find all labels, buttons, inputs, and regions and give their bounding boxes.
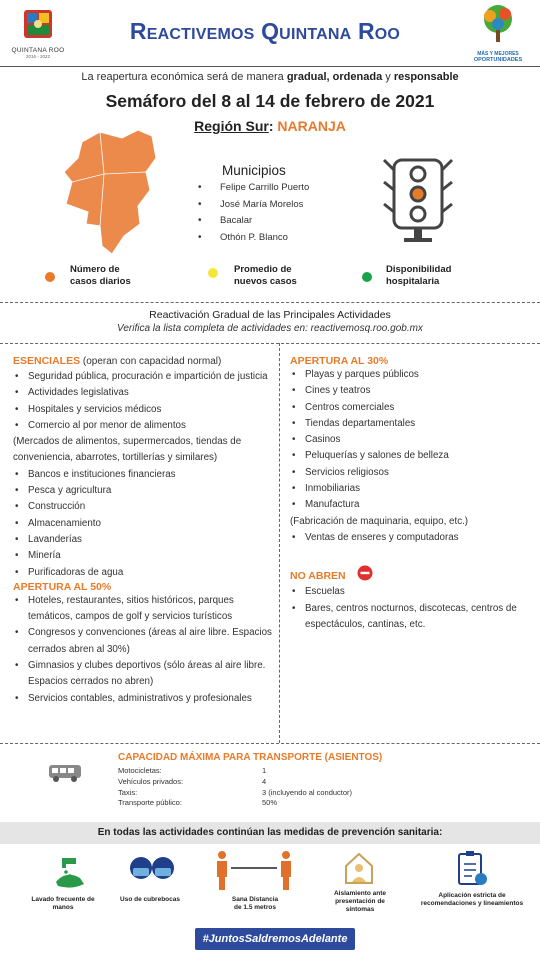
state-shield-icon [21, 8, 55, 42]
list-item: • Lavanderías [13, 532, 275, 548]
region-colon: : [268, 118, 278, 134]
indicator-hospital-line2: hospitalaria [386, 276, 440, 287]
indicator-average [234, 264, 297, 288]
capacidad-label: Motocicletas: [118, 766, 162, 775]
handwash-icon [52, 852, 88, 890]
semaforo-heading: Semáforo del 8 al 14 de febrero de 2021 [105, 91, 435, 111]
list-item: • Comercio al por menor de alimentos [13, 418, 275, 434]
list-item: • Hoteles, restaurantes, sitios históricos, parques temáticos, campos de golf y servicios turísticos [13, 593, 275, 626]
prevencion-label-line: Sana Distancia [231, 896, 279, 903]
municipio-item: • Bacalar [198, 213, 358, 230]
region-label: Región Sur [194, 118, 269, 134]
distance-icon [214, 850, 294, 892]
apertura30-title: APERTURA AL 30% [290, 355, 389, 367]
column-divider [279, 343, 280, 743]
capacidad-label: Taxis: [118, 788, 138, 797]
reactivacion-subtitle: Verifica la lista completa de actividades en: reactivemosq.roo.gob.mx [117, 323, 423, 334]
list-item: • Construcción [13, 499, 275, 515]
capacidad-value: 3 (incluyendo al conductor) [262, 788, 353, 797]
list-item: • Pesca y agricultura [13, 483, 275, 499]
list-item: • Almacenamiento [13, 516, 275, 532]
apertura30-note: (Fabricación de maquinaria, equipo, etc.) [290, 515, 469, 527]
page-title: Reactivemos Quintana Roo [129, 18, 401, 44]
list-item: • Peluquerías y salones de belleza [290, 448, 535, 464]
capacidad-value: 50% [262, 798, 278, 807]
list-item: • Playas y parques públicos [290, 367, 535, 383]
list-item: • Seguridad pública, procuración e impartición de justicia [13, 369, 275, 385]
capacidad-label: Vehículos privados: [118, 777, 184, 786]
intro-mid: y [382, 71, 394, 83]
reactivacion-title: Reactivación Gradual de las Principales Actividades [149, 309, 391, 321]
oportunidades-logo [462, 4, 534, 66]
prevencion-label-handwash [18, 896, 108, 912]
municipio-item: • Felipe Carrillo Puerto [198, 180, 358, 197]
list-item: • Bancos e instituciones financieras [13, 467, 275, 483]
capacidad-value: 4 [262, 777, 267, 786]
left-column [13, 351, 275, 707]
checklist-icon [456, 850, 488, 888]
list-item: • Centros comerciales [290, 400, 535, 416]
indicator-cases-line2: casos diarios [70, 276, 131, 287]
municipio-item: • José María Morelos [198, 197, 358, 214]
prevencion-label-distance [210, 896, 300, 912]
intro-prefix: La reapertura económica será de manera [81, 71, 287, 83]
esenciales-list-a [13, 369, 275, 434]
apertura50-list [13, 593, 275, 707]
prevencion-title: En todas las actividades continúan las medidas de prevención sanitaria: [0, 822, 540, 844]
capacidad-value: 1 [262, 766, 267, 775]
prevencion-label-line: recomendaciones y lineamientos [420, 900, 524, 907]
indicator-hospital [386, 264, 451, 288]
indicator-cases [70, 264, 131, 288]
list-item: • Manufactura [290, 497, 535, 513]
intro-text [0, 71, 540, 83]
section-divider [0, 743, 540, 744]
right-column [290, 355, 535, 633]
header-divider [0, 66, 540, 67]
prevencion-label-line: síntomas [345, 906, 375, 913]
esenciales-title: ESENCIALES [13, 355, 81, 367]
prevencion-label-line: Aplicación estricta de [438, 892, 506, 899]
prevencion-label-line: Uso de cubrebocas [120, 896, 180, 903]
list-item: • Ventas de enseres y computadoras [290, 530, 535, 546]
no-abren-title: NO ABREN [290, 570, 346, 583]
list-item: • Bares, centros nocturnos, discotecas, centros de espectáculos, cantinas, etc. [290, 601, 535, 634]
prevencion-label-mask [105, 896, 195, 904]
prevencion-label-line: Lavado frecuente de [31, 896, 95, 903]
list-item: • Tiendas departamentales [290, 416, 535, 432]
intro-emphasis-1: gradual, ordenada [286, 71, 383, 83]
list-item: • Gimnasios y clubes deportivos (sólo áreas al aire libre. Espacios cerrados no abren) [13, 658, 275, 691]
list-item: • Inmobiliarias [290, 481, 535, 497]
facemask-icon [128, 854, 176, 886]
apertura30-list [290, 367, 535, 514]
logo-left-years: 2016 - 2022 [25, 54, 51, 59]
list-item: • Servicios religiosos [290, 465, 535, 481]
logo-left-name: QUINTANA ROO [11, 47, 65, 54]
no-abren-heading [290, 566, 535, 584]
region-value: NARANJA [277, 118, 346, 134]
isolation-icon [342, 850, 376, 886]
list-item: • Congresos y convenciones (áreas al aire libre. Espacios cerrados abren al 30%) [13, 625, 275, 658]
esenciales-heading [13, 351, 275, 369]
municipios-list [198, 180, 358, 246]
indicator-cases-line1: Número de [70, 264, 120, 275]
capacidad-label: Transporte público: [118, 798, 182, 807]
hashtag-banner: #JuntosSaldremosAdelante [195, 928, 355, 950]
no-entry-icon [357, 565, 373, 581]
list-item: • Purificadoras de agua [13, 565, 275, 581]
list-item: • Hospitales y servicios médicos [13, 402, 275, 418]
traffic-light-icon [378, 150, 458, 250]
quintana-roo-logo [8, 8, 68, 64]
prevencion-label-checklist [412, 892, 532, 908]
prevencion-label-isolation [312, 890, 408, 914]
indicator-dot-hospital [362, 272, 372, 282]
section-divider [0, 343, 540, 344]
prevencion-label-line: presentación de [335, 898, 385, 905]
municipio-item: • Othón P. Blanco [198, 230, 358, 247]
logo-right-line1: MÁS Y MEJORES [477, 51, 519, 57]
indicator-average-line2: nuevos casos [234, 276, 297, 287]
esenciales-list-b [13, 467, 275, 581]
list-item: • Actividades legislativas [13, 385, 275, 401]
indicator-dot-cases [45, 272, 55, 282]
bus-icon [48, 763, 82, 783]
logo-right-line2: OPORTUNIDADES [473, 57, 523, 63]
prevencion-label-line: Aislamiento ante [333, 890, 386, 897]
apertura30-list-b [290, 530, 535, 546]
indicator-dot-average [208, 268, 218, 278]
apertura50-title: APERTURA AL 50% [13, 580, 112, 593]
prevencion-label-line: de 1.5 metros [234, 904, 276, 911]
list-item: • Cines y teatros [290, 383, 535, 399]
municipios-title: Municipios [222, 163, 286, 178]
no-abren-list [290, 584, 535, 633]
list-item: • Casinos [290, 432, 535, 448]
region-map-icon [60, 128, 170, 258]
list-item: • Minería [13, 548, 275, 564]
esenciales-note: (operan con capacidad normal) [80, 356, 222, 367]
indicator-average-line1: Promedio de [234, 264, 292, 275]
capacidad-title: CAPACIDAD MÁXIMA PARA TRANSPORTE (ASIENTOS) [118, 752, 383, 763]
list-item: • Servicios contables, administrativos y profesionales [13, 691, 275, 707]
section-divider [0, 302, 540, 303]
intro-emphasis-2: responsable [393, 71, 459, 83]
indicator-hospital-line1: Disponibilidad [386, 264, 452, 275]
prevencion-label-line: manos [52, 904, 74, 911]
esenciales-note2: (Mercados de alimentos, supermercados, tiendas de conveniencia, abarrotes, tortillerías y similares) [13, 436, 242, 464]
tree-icon [478, 4, 518, 46]
list-item: • Escuelas [290, 584, 535, 600]
